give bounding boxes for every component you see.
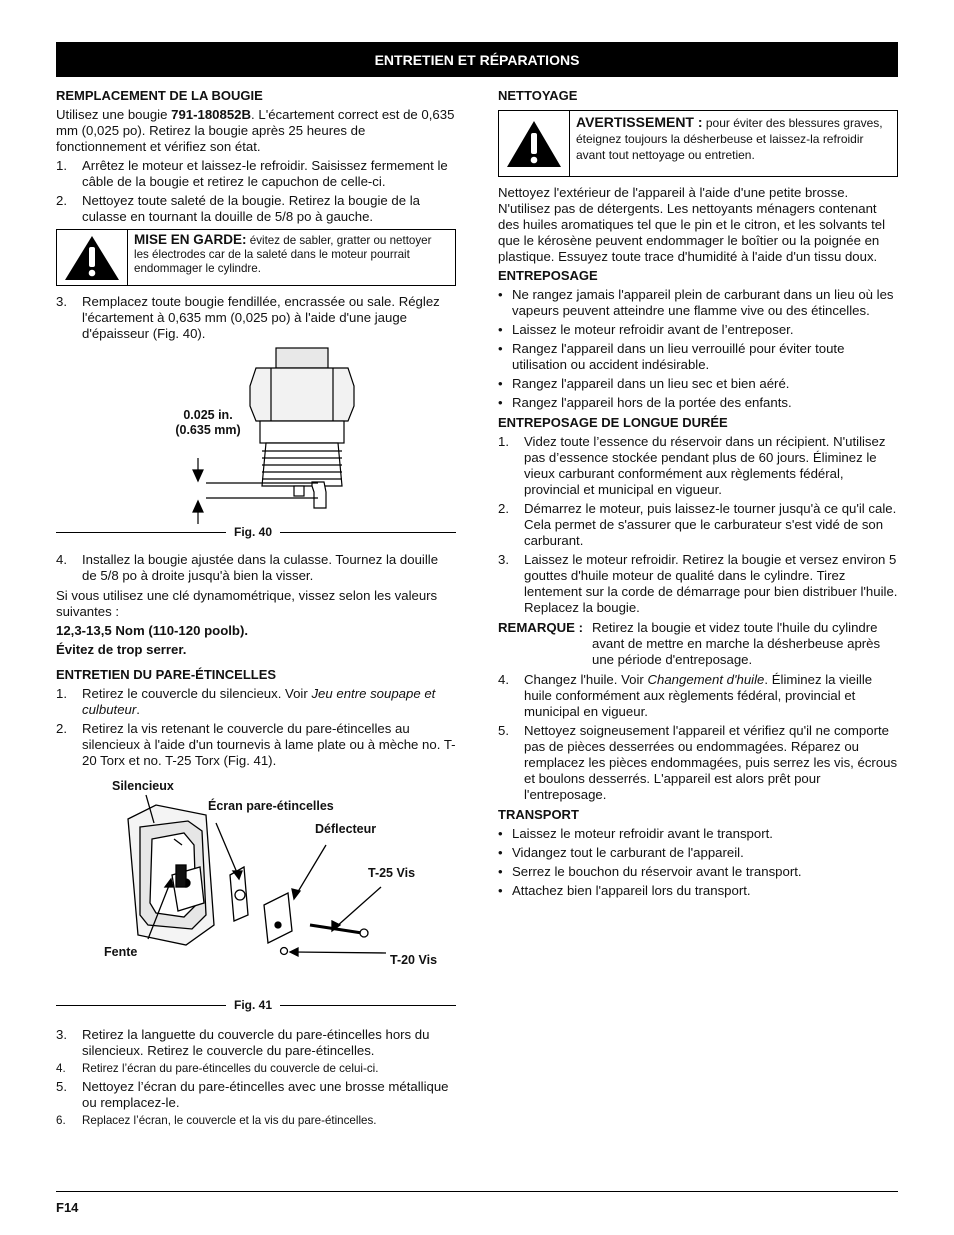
storage-heading: ENTREPOSAGE [498, 268, 598, 283]
step-number: 2. [56, 721, 67, 736]
list-item [498, 287, 898, 319]
warning-text [570, 111, 897, 176]
step-text-part: Changez l'huile. Voir [524, 672, 648, 687]
step-text-part: . Éliminez la vieille huile conformément aux règlements fédéral, provincial et municipal en vigueur. [524, 672, 873, 719]
long-storage-steps [498, 434, 898, 616]
intro-text-rest: . L'écartement correct est de 0,635 mm (0,025 po). Retirez la bougie après 25 heures de fonctionnement et vérifiez son état. [56, 107, 455, 154]
remarque-label: REMARQUE : [498, 620, 583, 635]
label-deflecteur: Déflecteur [315, 822, 377, 836]
list-item [498, 883, 898, 899]
gap-label [168, 408, 248, 438]
bullet-icon: • [498, 395, 503, 410]
cleaning-body: Nettoyez l'extérieur de l'appareil à l'aide d'une petite brosse. N'utilisez pas de détergents. Les nettoyants ménagers contenant des huiles aromatiques tel que le pin et le citron, et les solvants tel que le kérosène peuvent endommager le boîtier ou la poignée en plastique. Essuyez toute trace d'humidité à l'aide d'un tissu doux. [498, 185, 886, 264]
list-item [56, 1062, 456, 1076]
step-text: Nettoyez soigneusement l'appareil et vérifiez qu'il ne comporte pas de pièces desserrées ou endommagées. Réparez ou remplacez les pièces endommagées, puis serrez les vis, écrous et boulons desserrés. L'appareil est alors prêt pour l'entreposage. [524, 723, 898, 802]
spark-plug-part-number: 791-180852B [171, 107, 252, 122]
arrestor-heading: ENTRETIEN DU PARE-ÉTINCELLES [56, 667, 277, 682]
list-item [56, 1079, 456, 1111]
warning-triangle-icon [499, 111, 570, 176]
bullet-text: Ne rangez jamais l'appareil plein de carburant dans un lieu où les vapeurs peuvent atteindre une flamme vive ou des étincelles. [512, 287, 894, 318]
warning-triangle-icon [57, 230, 128, 285]
list-item [56, 158, 456, 190]
step-text: Retirez la languette du couvercle du pare-étincelles hors du silencieux. Retirez le couvercle du pare-étincelles. [82, 1027, 430, 1058]
bullet-icon: • [498, 376, 503, 391]
bullet-text: Attachez bien l'appareil lors du transport. [512, 883, 751, 898]
caption-label: Fig. 40 [234, 525, 273, 539]
label-ecran: Écran pare-étincelles [208, 799, 334, 813]
gap-label-mm: (0.635 mm) [175, 423, 241, 437]
gap-label-in: 0.025 in. [183, 408, 233, 422]
caution-label: MISE EN GARDE: [134, 232, 247, 247]
step-number: 4. [56, 1062, 66, 1075]
step-text-part: . [136, 702, 140, 717]
step-number: 1. [498, 434, 509, 449]
bullet-icon: • [498, 322, 503, 337]
step-text: Replacez l’écran, le couvercle et la vis du pare-étincelles. [82, 1114, 377, 1127]
step-number: 5. [56, 1079, 67, 1094]
long-storage-steps-2 [498, 672, 898, 803]
step-text: Remplacez toute bougie fendillée, encrassée ou sale. Réglez l'écartement à 0,635 mm (0,025 po) à l'aide d'une jauge d'épaisseur (Fig. 40). [82, 294, 440, 341]
torque-value: 12,3-13,5 Nom (110-120 poolb). [56, 623, 249, 638]
page-number: F14 [56, 1200, 79, 1215]
cross-reference: Jeu entre soupape et culbuteur [82, 686, 436, 717]
step-number: 3. [56, 1027, 67, 1042]
list-item [56, 1114, 456, 1128]
torque-intro: Si vous utilisez une clé dynamométrique, vissez selon les valeurs suivantes : [56, 588, 438, 619]
list-item [498, 552, 898, 616]
caption-rule [280, 1005, 456, 1006]
bullet-text: Laissez le moteur refroidir avant de l’entreposer. [512, 322, 794, 337]
step-number: 1. [56, 686, 67, 701]
fig-41-caption [56, 997, 456, 1013]
list-item [56, 686, 456, 718]
label-fente: Fente [104, 945, 138, 959]
list-item [498, 672, 898, 720]
long-storage-heading: ENTREPOSAGE DE LONGUE DURÉE [498, 415, 728, 430]
list-item [56, 1027, 456, 1059]
step-text [524, 672, 898, 720]
list-item [56, 552, 456, 584]
arrestor-steps-list-2 [56, 1027, 456, 1128]
list-item [498, 864, 898, 880]
step-text [82, 686, 456, 718]
footer-divider [56, 1191, 898, 1192]
step-text: Nettoyez l’écran du pare-étincelles avec une brosse métallique ou remplacez-le. [82, 1079, 449, 1110]
cleaning-heading: NETTOYAGE [498, 88, 578, 103]
bullet-icon: • [498, 845, 503, 860]
spark-plug-intro [56, 107, 456, 155]
bullet-text: Laissez le moteur refroidir avant le transport. [512, 826, 773, 841]
list-item [498, 501, 898, 549]
caution-text [128, 230, 455, 285]
list-item [498, 434, 898, 498]
transport-heading: TRANSPORT [498, 807, 579, 822]
section-banner: ENTRETIEN ET RÉPARATIONS [56, 42, 898, 77]
label-silencieux: Silencieux [112, 779, 174, 793]
step-number: 3. [498, 552, 509, 567]
list-item [498, 376, 898, 392]
transport-bullets [498, 826, 898, 899]
list-item [498, 341, 898, 373]
storage-bullets [498, 287, 898, 411]
caution-box [56, 229, 456, 286]
figure-41 [56, 775, 456, 997]
intro-text: Utilisez une bougie [56, 107, 172, 122]
step-text: Démarrez le moteur, puis laissez-le tourner jusqu'à ce qu'il cale. Cela permet de s'assurer que le carburateur s'est vidé de son carburant. [524, 501, 897, 548]
bullet-icon: • [498, 287, 503, 302]
remarque-text: Retirez la bougie et videz toute l'huile du cylindre avant de mettre en marche la désherbeuse après une période d'entreposage. [592, 620, 881, 667]
step-text: Installez la bougie ajustée dans la culasse. Tournez la douille de 5/8 po à droite jusqu'à bien la visser. [82, 552, 439, 583]
spark-step-4 [56, 552, 456, 584]
cross-reference: Changement d'huile [647, 672, 765, 687]
bullet-text: Vidangez tout le carburant de l'appareil. [512, 845, 744, 860]
bullet-icon: • [498, 883, 503, 898]
label-t25: T-25 Vis [368, 866, 416, 880]
list-item [56, 294, 456, 342]
step-number: 6. [56, 1114, 66, 1127]
bullet-text: Serrez le bouchon du réservoir avant le transport. [512, 864, 802, 879]
step-text: Videz toute l’essence du réservoir dans un récipient. N'utilisez pas d’essence stockée pendant plus de 60 jours. Éliminez le vieux carburant conformément aux règlements fédéral, provincial et municipal en vigueur. [524, 434, 886, 497]
bullet-text: Rangez l'appareil dans un lieu verrouillé pour éviter toute utilisation ou accident indésirable. [512, 341, 845, 372]
step-text: Arrêtez le moteur et laissez-le refroidir. Saisissez fermement le câble de la bougie et retirez le capuchon de celle-ci. [82, 158, 448, 189]
bullet-icon: • [498, 864, 503, 879]
list-item [498, 826, 898, 842]
right-column [498, 88, 898, 903]
step-number: 2. [56, 193, 67, 208]
caption-label: Fig. 41 [234, 998, 273, 1012]
list-item [498, 395, 898, 411]
bullet-icon: • [498, 341, 503, 356]
step-number: 1. [56, 158, 67, 173]
list-item [56, 193, 456, 225]
remarque-note [498, 620, 898, 668]
step-text: Laissez le moteur refroidir. Retirez la bougie et versez environ 5 gouttes d'huile moteur de qualité dans le cylindre. Tirez lentement sur la corde de démarrage pour bien distribuer l'huile. Replacez la bougie. [524, 552, 898, 615]
warning-body: pour éviter des blessures graves, éteignez toujours la désherbeuse et laissez-la refroidir avant tout nettoyage ou entretien. [576, 116, 883, 162]
bullet-icon: • [498, 826, 503, 841]
bullet-text: Rangez l'appareil hors de la portée des enfants. [512, 395, 792, 410]
list-item [498, 845, 898, 861]
step-text: Retirez la vis retenant le couvercle du pare-étincelles au silencieux à l'aide d'un tournevis à lame plate ou à mèche no. T-20 Torx et no. T-25 Torx (Fig. 41). [82, 721, 456, 768]
caption-rule [56, 1005, 226, 1006]
label-t20: T-20 Vis [390, 953, 438, 967]
spark-plug-diagram [56, 346, 456, 536]
step-number: 2. [498, 501, 509, 516]
spark-step-3 [56, 294, 456, 342]
list-item [56, 721, 456, 769]
spark-steps-list [56, 158, 456, 225]
figure-40 [56, 346, 456, 536]
left-column [56, 88, 456, 1132]
step-number: 3. [56, 294, 67, 309]
step-number: 4. [498, 672, 509, 687]
spark-plug-heading: REMPLACEMENT DE LA BOUGIE [56, 88, 263, 103]
warning-label: AVERTISSEMENT : [576, 114, 703, 130]
torque-warning: Évitez de trop serrer. [56, 642, 187, 657]
step-text-part: Retirez le couvercle du silencieux. Voir [82, 686, 312, 701]
step-number: 5. [498, 723, 509, 738]
bullet-text: Rangez l'appareil dans un lieu sec et bien aéré. [512, 376, 790, 391]
list-item [498, 723, 898, 803]
caution-body: évitez de sabler, gratter ou nettoyer les électrodes car de la saleté dans le moteur pourrait endommager le cylindre. [134, 234, 432, 275]
list-item [498, 322, 898, 338]
step-text: Retirez l’écran du pare-étincelles du couvercle de celui-ci. [82, 1062, 379, 1075]
arrestor-steps-list [56, 686, 456, 769]
step-text: Nettoyez toute saleté de la bougie. Retirez la bougie de la culasse en tournant la douille de 5/8 po à gauche. [82, 193, 420, 224]
warning-box [498, 110, 898, 177]
step-number: 4. [56, 552, 67, 567]
